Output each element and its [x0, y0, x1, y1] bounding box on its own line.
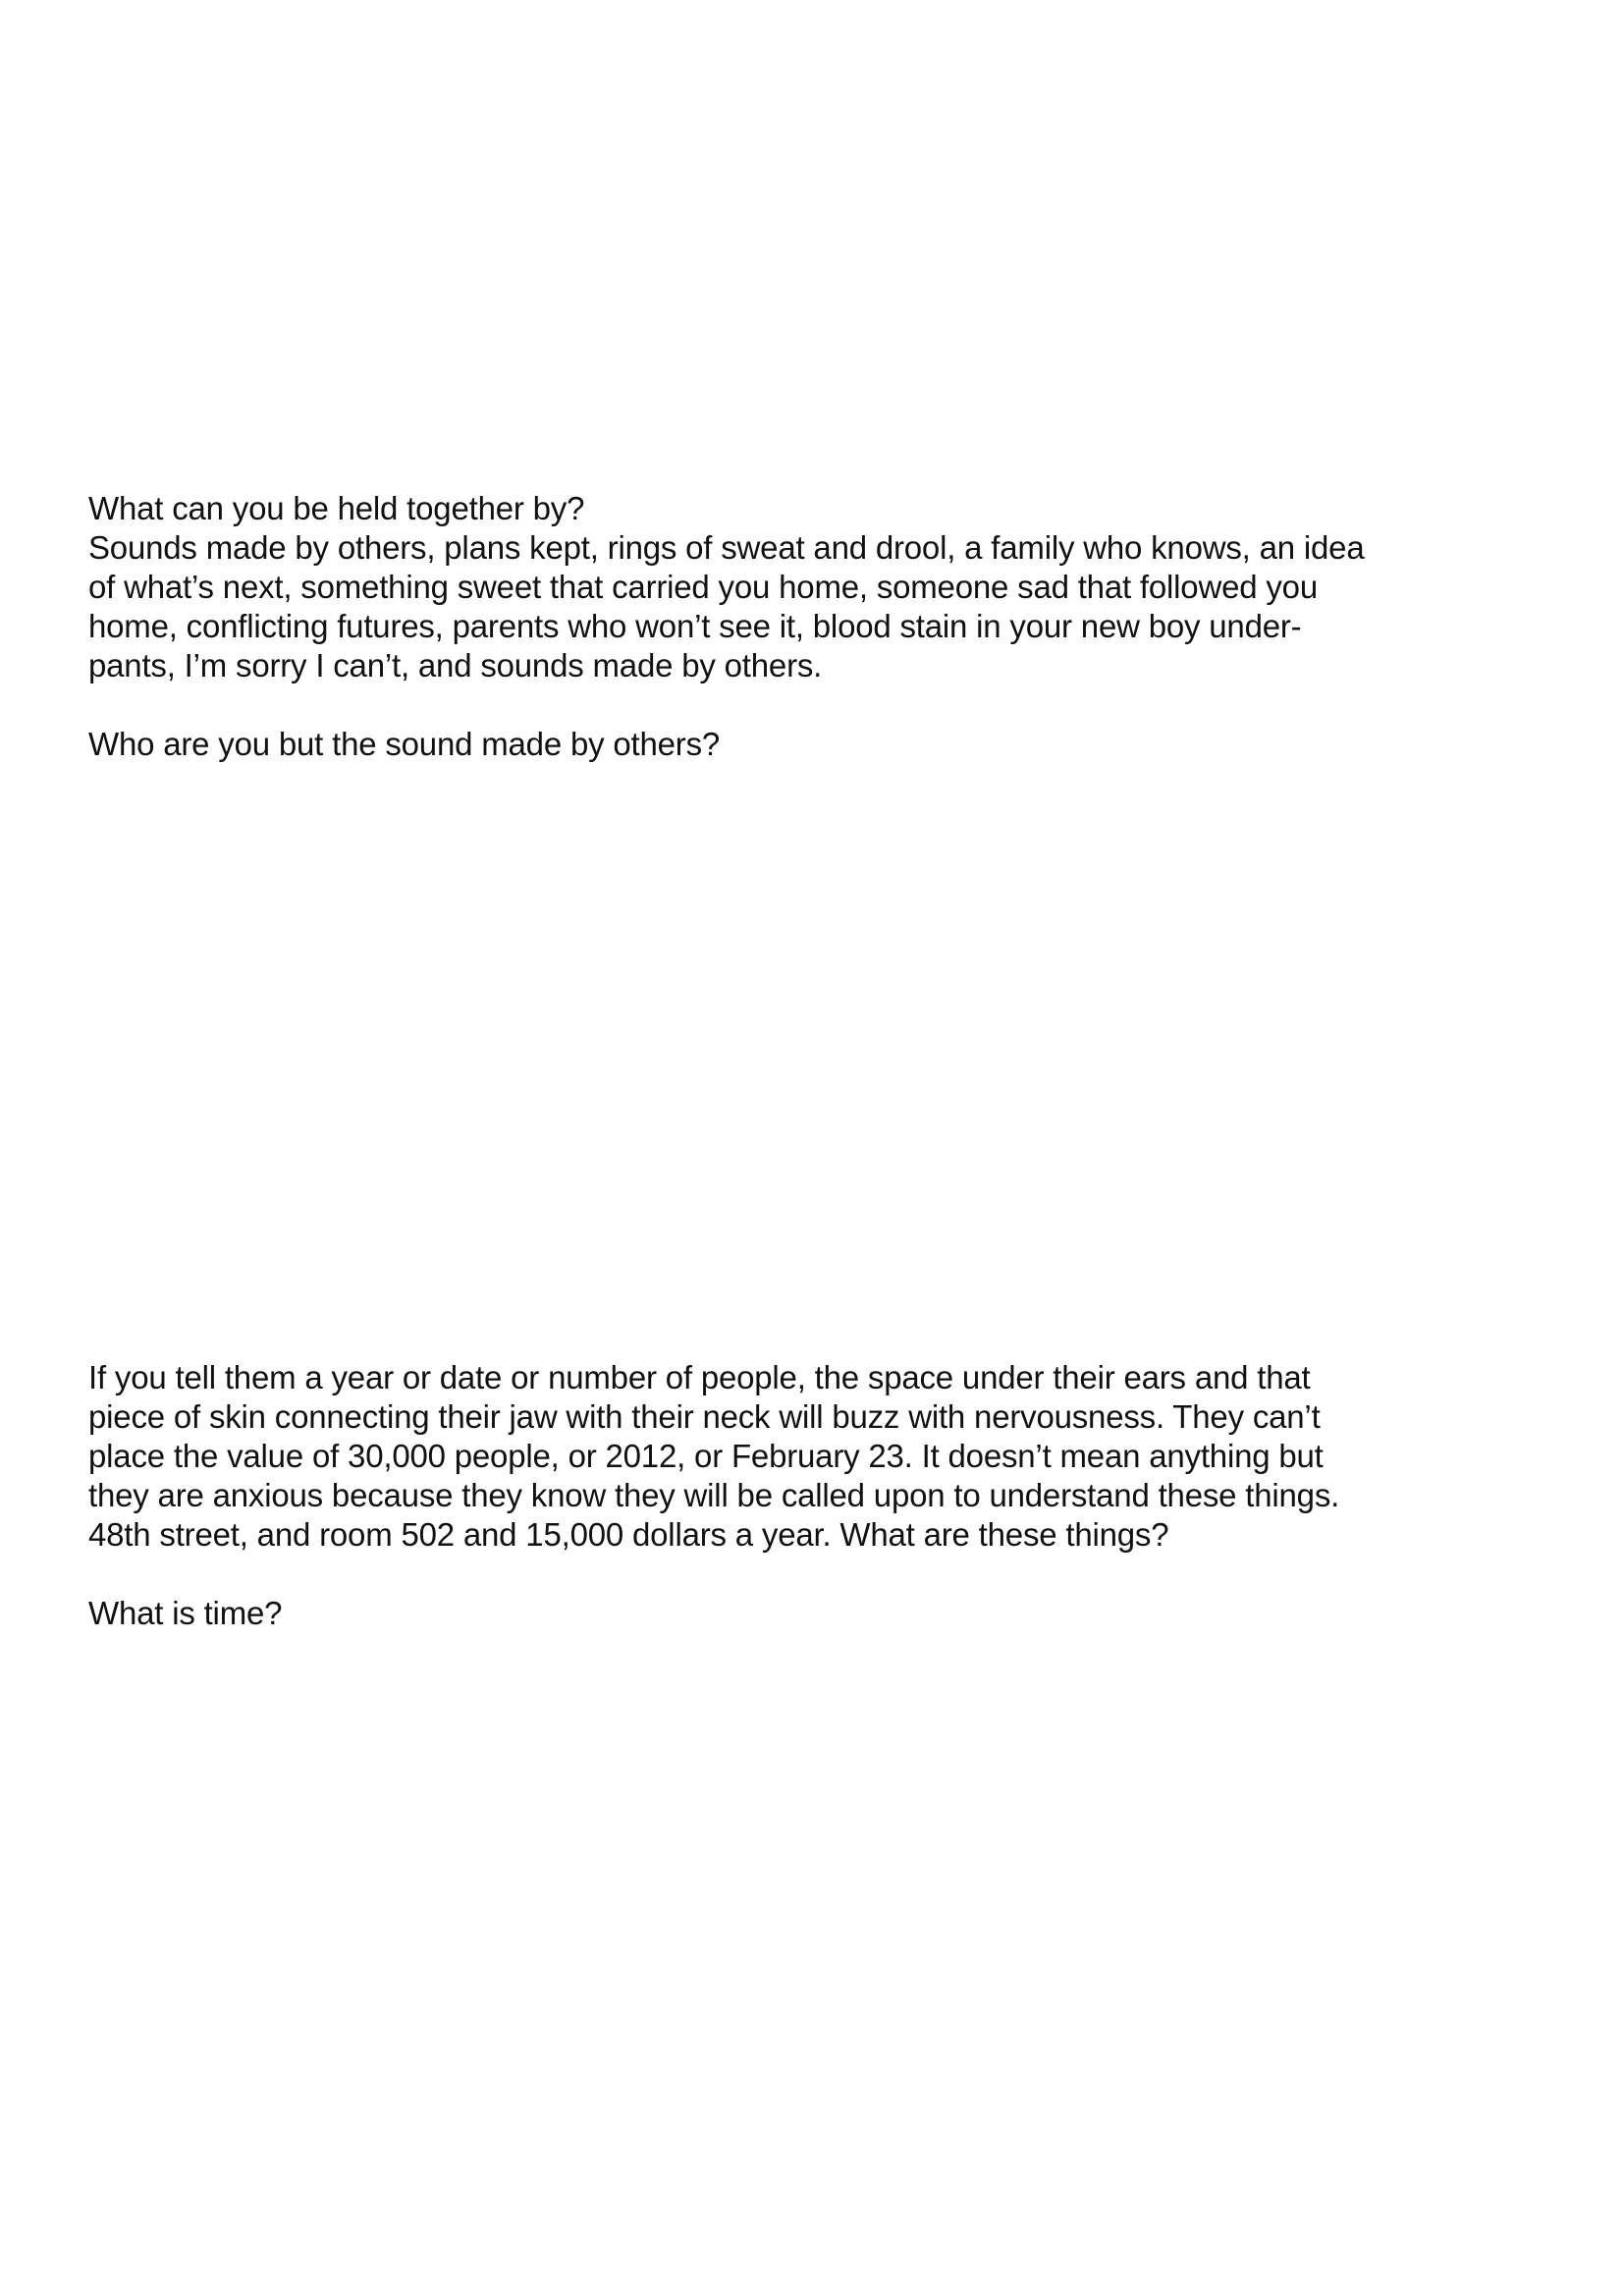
paragraph-line: they are anxious because they know they will be called upon to understand these things. [88, 1477, 1340, 1513]
question-held-together: What can you be held together by? [88, 490, 585, 526]
paragraph-line: Sounds made by others, plans kept, rings of sweat and drool, a family who knows, an idea [88, 529, 1365, 566]
paragraph-line: 48th street, and room 502 and 15,000 dollars a year. What are these things? [88, 1516, 1169, 1553]
text-block-time [88, 1358, 1365, 1633]
paragraph-line: place the value of 30,000 people, or 2012, or February 23. It doesn’t mean anything but [88, 1438, 1324, 1474]
paragraph-line: pants, I’m sorry I can’t, and sounds made by others. [88, 647, 823, 683]
question-who-are-you: Who are you but the sound made by others? [88, 726, 721, 762]
paragraph-line: piece of skin connecting their jaw with their neck will buzz with nervousness. They can’t [88, 1398, 1321, 1435]
paragraph-spacer [88, 685, 1365, 725]
paragraph-line: home, conflicting futures, parents who won’t see it, blood stain in your new boy under- [88, 608, 1302, 644]
question-what-is-time: What is time? [88, 1595, 283, 1631]
paragraph-line: If you tell them a year or date or number of people, the space under their ears and that [88, 1359, 1311, 1395]
paragraph-line: of what’s next, something sweet that carried you home, someone sad that followed you [88, 569, 1318, 605]
text-block-held-together [88, 489, 1365, 764]
paragraph-spacer [88, 1555, 1365, 1594]
